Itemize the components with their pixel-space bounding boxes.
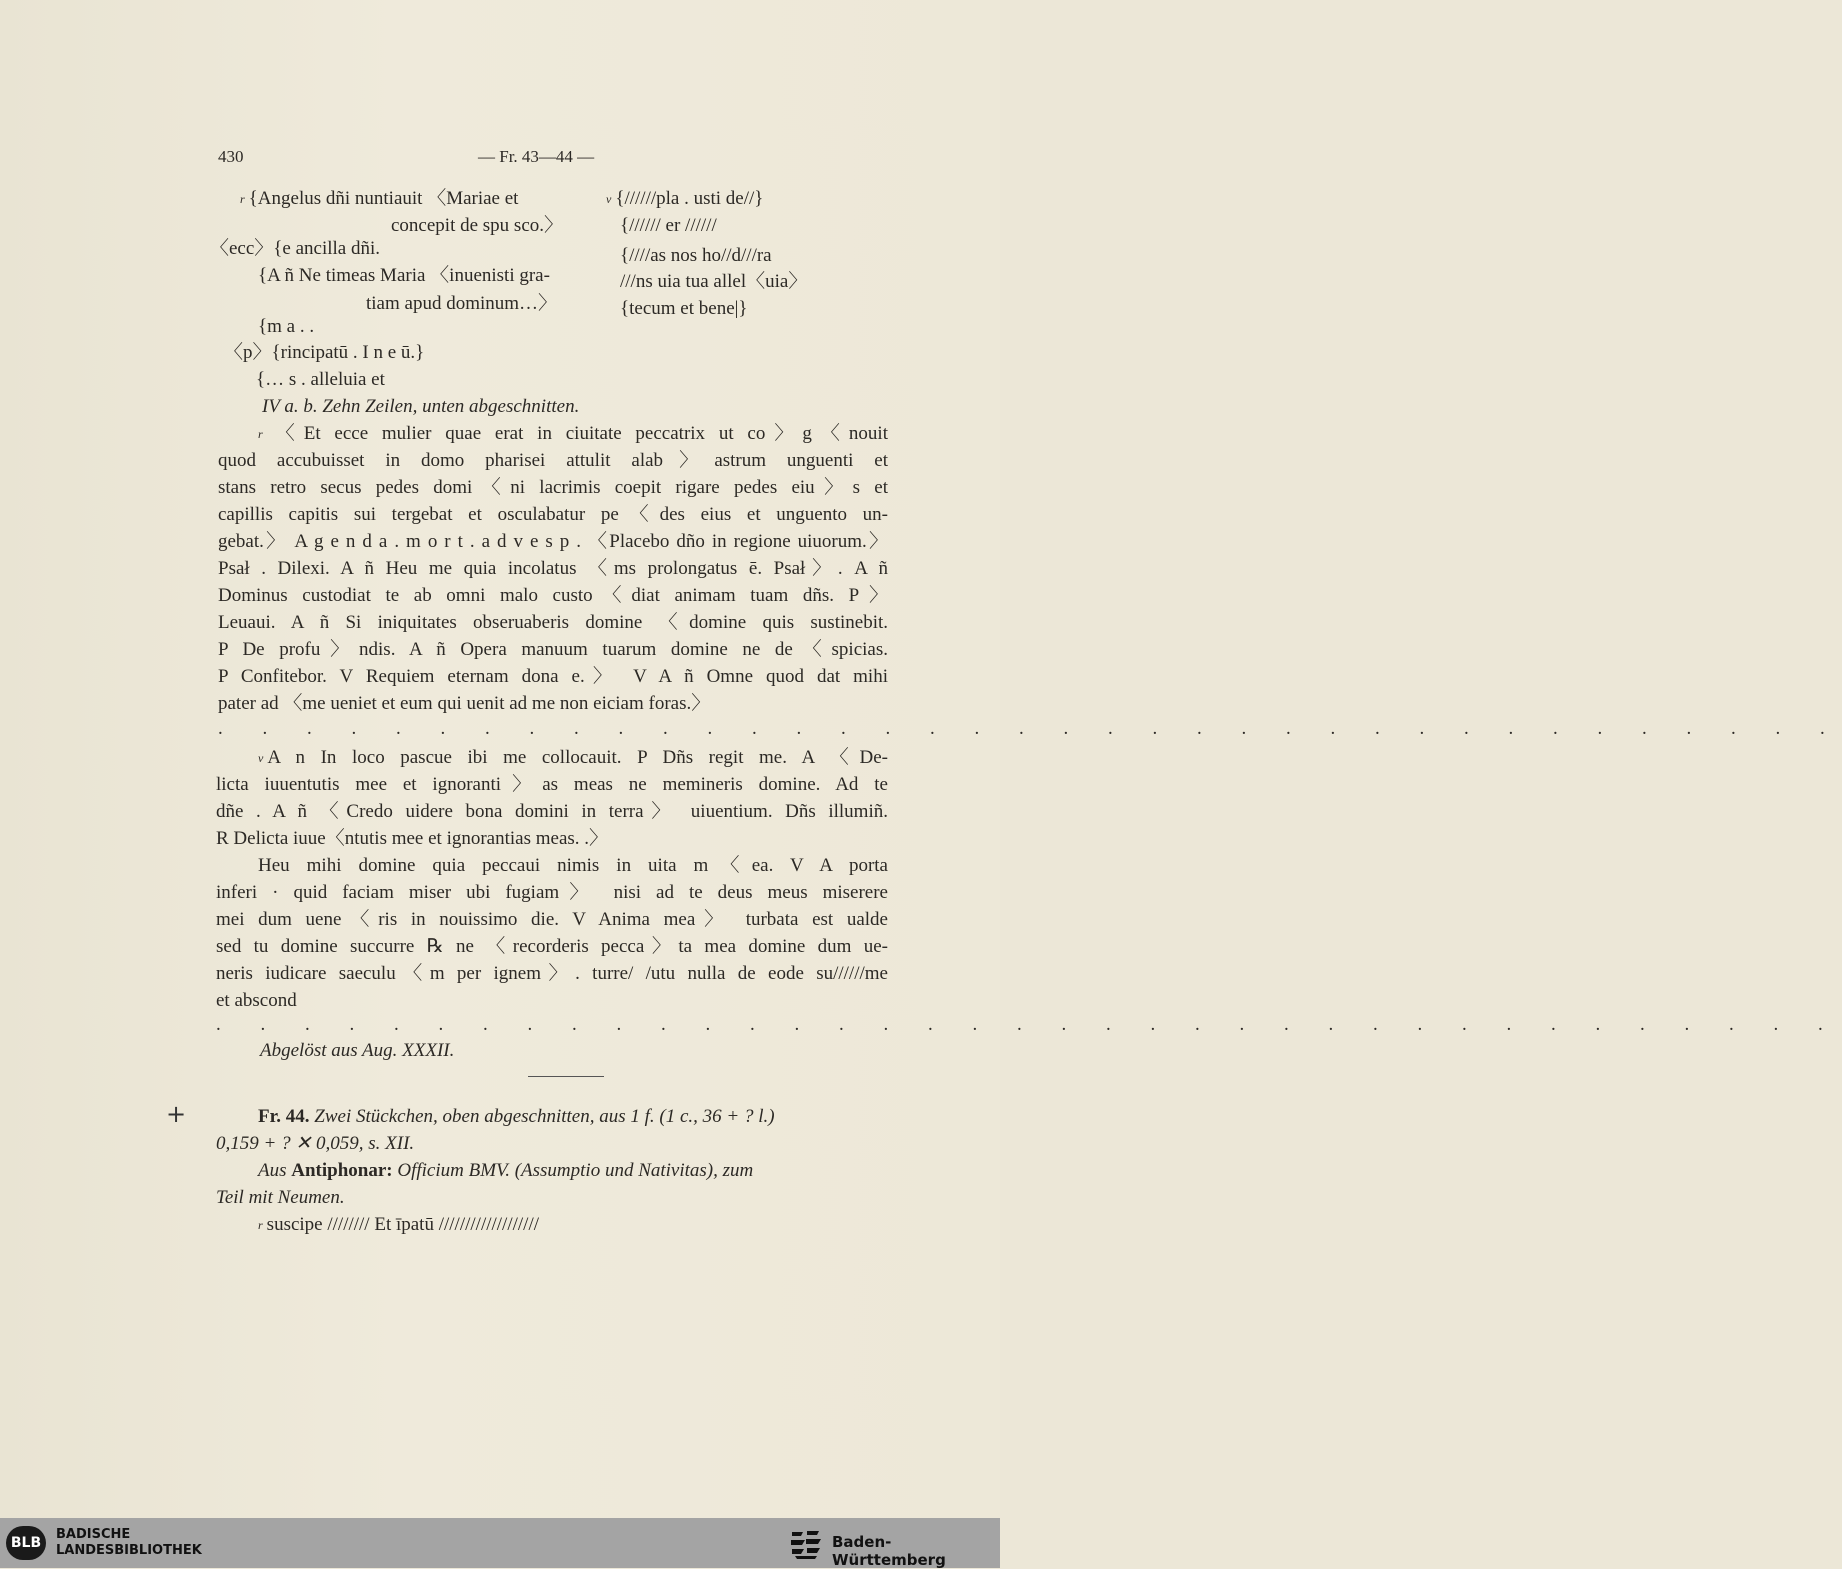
left-line-1: $^r$ {Angelus dñi nuntiauit 〈Mariae et — [240, 188, 519, 209]
para2-line-5: Heu mihi domine quia peccaui nimis in uita m〈ea. V A porta — [258, 855, 888, 876]
left-line-6: {m a . . — [258, 316, 315, 337]
para1-line-2: quod accubuisset in domo pharisei attulit alab〉astrum unguenti et — [218, 450, 888, 471]
fr44-line-1: Fr. 44. Zwei Stückchen, oben abgeschnitten, aus 1 f. (1 c., 36 + ? l.) — [258, 1106, 775, 1127]
para2-line-3: dñe . A ñ 〈Credo uidere bona domini in terra〉 uiuentium. Dñs illumiñ. — [216, 801, 888, 822]
fr44-line-3: Aus Antiphonar: Officium BMV. (Assumptio und Nativitas), zum — [258, 1160, 754, 1181]
para1-line-7: Dominus custodiat te ab omni malo custo〈diat animam tuam dñs. P〉 — [218, 585, 888, 606]
para2-line-7: mei dum uene〈ris in nouissimo die. V Anima mea〉 turbata est ualde — [216, 909, 888, 930]
ellipsis-row-1: . . . . . . . . . . . . . . . . . . . . . . . . . . . . . . . . . . . . . — [218, 718, 1842, 739]
left-line-5: tiam apud dominum…〉 — [366, 293, 558, 314]
running-head: — Fr. 43—44 — — [478, 147, 595, 166]
ellipsis-row-2: . . . . . . . . . . . . . . . . . . . . . . . . . . . . . . . . . . . . . — [216, 1014, 1841, 1035]
para2-line-9: neris iudicare saeculu〈m per ignem〉. turre/ /utu nulla de eode su//////me — [216, 963, 888, 984]
blb-name[interactable] — [56, 1527, 202, 1559]
fr44-line-2: 0,159 + ? ✕ 0,059, s. XII. — [216, 1133, 415, 1154]
para2-line-2: licta iuuentutis mee et ignoranti〉as meas ne memineris domine. Ad te — [216, 774, 888, 795]
page-number: 430 — [218, 147, 244, 166]
margin-plus-mark: + — [166, 1100, 187, 1128]
fr44-line-4: Teil mit Neumen. — [216, 1187, 345, 1208]
right-line-2: {////// er ////// — [620, 215, 717, 236]
right-line-1: $^v$ {//////pla . usti de//} — [606, 188, 764, 209]
abgeloest-note: Abgelöst aus Aug. XXXII. — [260, 1040, 455, 1061]
para1-line-9: P De profu〉ndis. A ñ Opera manuum tuarum domine ne de〈spicias. — [218, 639, 888, 660]
right-line-3: {////as nos ho//d///ra — [620, 245, 772, 266]
para1-line-11: pater ad 〈me ueniet et eum qui uenit ad me non eiciam foras.〉 — [218, 693, 711, 714]
blb-logo[interactable]: BLB — [6, 1526, 46, 1560]
right-line-4: ///ns uia tua allel〈uia〉 — [620, 271, 808, 292]
para1-line-6: Psał . Dilexi. A ñ Heu me quia incolatus 〈ms prolongatus ē. Psał〉. A ñ — [218, 558, 888, 579]
blb-name-line-1: BADISCHE — [56, 1527, 131, 1542]
left-line-4: {A ñ Ne timeas Maria 〈inuenisti gra- — [258, 265, 550, 286]
left-line-3: 〈ecc〉{e ancilla dñi. — [210, 238, 381, 259]
baden-wuerttemberg-label[interactable]: Baden-Württemberg — [832, 1533, 946, 1569]
para1-line-5: gebat.〉 A g e n d a . m o r t . a d v e s p . 〈Placebo dño in regione uiuorum.〉 — [218, 531, 888, 552]
separator-rule — [528, 1076, 604, 1077]
blb-name-line-2: LANDESBIBLIOTHEK — [56, 1543, 202, 1558]
footer-bar — [0, 1518, 1000, 1568]
para2-line-4: R Delicta iuue〈ntutis mee et ignorantias meas. .〉 — [216, 828, 609, 849]
para1-line-4: capillis capitis sui tergebat et osculabatur pe〈des eius et unguento un- — [218, 504, 888, 525]
left-line-2: concepit de spu sco.〉 — [391, 215, 564, 236]
para2-line-6: inferi · quid faciam miser ubi fugiam〉 nisi ad te deus meus miserere — [216, 882, 888, 903]
para1-line-3: stans retro secus pedes domi〈ni lacrimis coepit rigare pedes eiu〉s et — [218, 477, 888, 498]
section-heading-iv: IV a. b. Zehn Zeilen, unten abgeschnitten. — [262, 396, 580, 417]
para2-line-1: $^v$ A n In loco pascue ibi me collocauit. P Dñs regit me. A 〈De- — [258, 747, 888, 768]
para1-line-1: $^r$ 〈Et ecce mulier quae erat in ciuitate peccatrix ut co〉g〈nouit — [258, 423, 888, 444]
fr44-line-5: $^r$ suscipe //////// Et īpatū /////////////////// — [258, 1214, 540, 1235]
para1-line-10: P Confitebor. V Requiem eternam dona e.〉 V A ñ Omne quod dat mihi — [218, 666, 888, 687]
para2-line-8: sed tu domine succurre ℞ ne 〈recorderis pecca〉ta mea domine dum ue- — [216, 936, 888, 957]
right-line-5: {tecum et bene|} — [620, 298, 748, 319]
left-line-7: 〈p〉{rincipatū . I n e ū.} — [224, 342, 425, 363]
para1-line-8: Leuaui. A ñ Si iniquitates obseruaberis domine 〈domine quis sustinebit. — [218, 612, 888, 633]
para2-line-10: et abscond — [216, 990, 297, 1011]
baden-wuerttemberg-coat-of-arms-icon — [789, 1528, 823, 1560]
left-line-8: {… s . alleluia et — [256, 369, 385, 390]
